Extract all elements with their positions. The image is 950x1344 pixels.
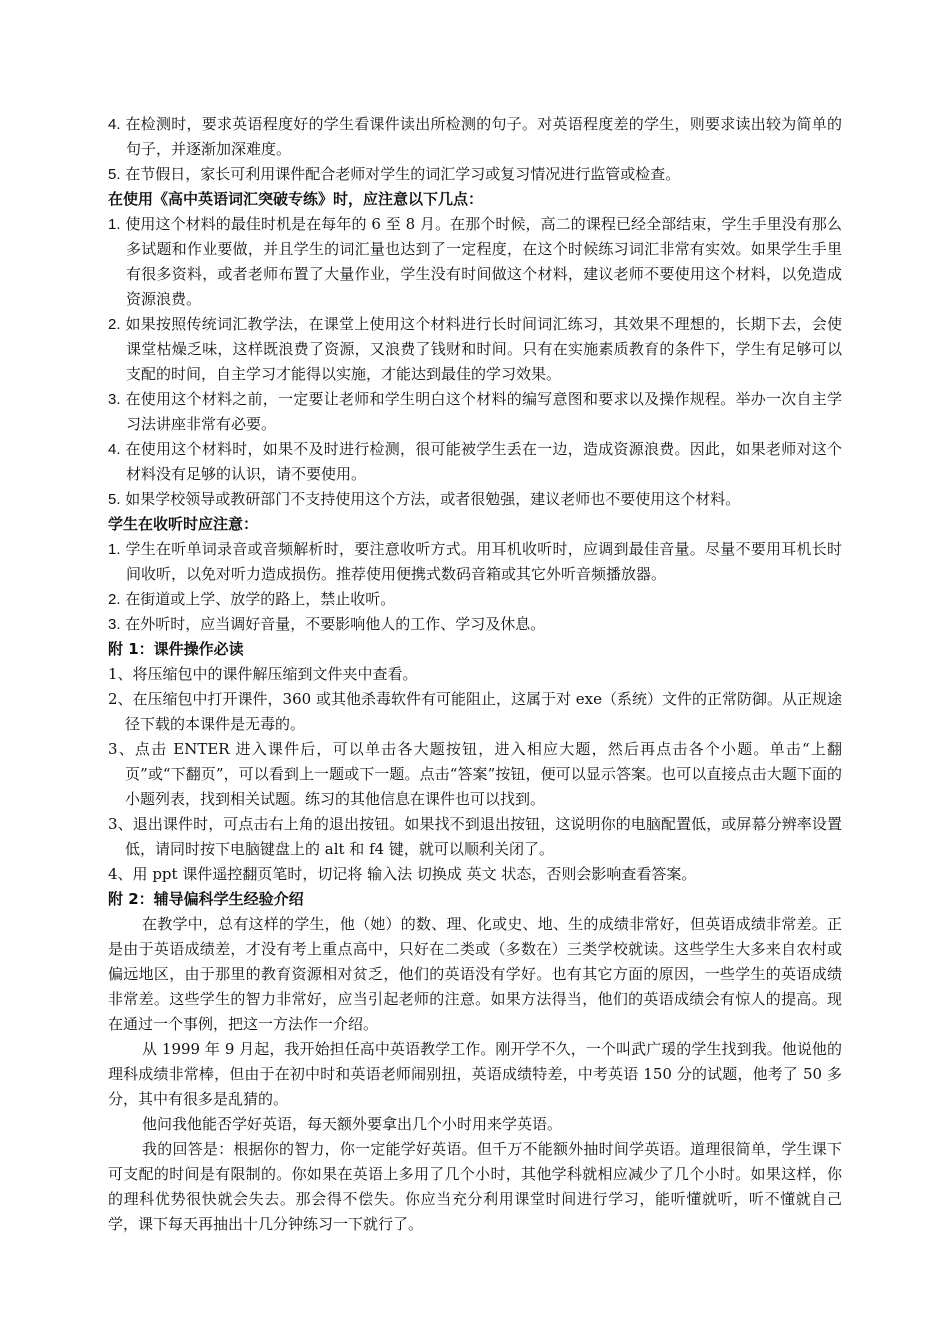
- list-number: 2.: [108, 591, 121, 608]
- list-number: 3.: [108, 391, 121, 408]
- list-text: 用 ppt 课件遥控翻页笔时，切记将 输入法 切换成 英文 状态，否则会影响查看答案。: [132, 865, 697, 883]
- list-number: 3.: [108, 616, 121, 633]
- appendix1-heading: 附 1：课件操作必读: [108, 640, 244, 658]
- body-paragraph: 在教学中，总有这样的学生，他（她）的数、理、化或史、地、生的成绩非常好，但英语成绩非常差。正是由于英语成绩差，才没有考上重点高中，只好在二类或（多数在）三类学校就读。这些学生大多来自农村或偏远地区，由于那里的教育资源相对贫乏，他们的英语没有学好。也有其它方面的原因，一些学生的英语成绩非常差。这些学生的智力非常好，应当引起老师的注意。如果方法得当，他们的英语成绩会有惊人的提高。现在通过一个事例，把这一方法作一介绍。: [108, 915, 842, 1033]
- section-heading-listening: 学生在收听时应注意：: [108, 515, 259, 533]
- list-item: [108, 862, 842, 887]
- list-number: 3、: [108, 740, 135, 758]
- list-text: 退出课件时，可点击右上角的退出按钮。如果找不到退出按钮，这说明你的电脑配置低，或屏幕分辨率设置低，请同时按下电脑键盘上的 alt 和 f4 键，就可以顺利关闭了。: [125, 815, 842, 858]
- list-item: [108, 687, 842, 737]
- list-text: 将压缩包中的课件解压缩到文件夹中查看。: [132, 665, 418, 683]
- list-text: 在节假日，家长可利用课件配合老师对学生的词汇学习或复习情况进行监管或检查。: [125, 165, 681, 183]
- list-item: [108, 112, 842, 162]
- body-paragraph: 我的回答是：根据你的智力，你一定能学好英语。但千万不能额外抽时间学英语。道理很简单，学生课下可支配的时间是有限制的。你如果在英语上多用了几个小时，其他学科就相应减少了几个小时。如果这样，你的理科优势很快就会失去。那会得不偿失。你应当充分利用课堂时间进行学习，能听懂就听，听不懂就自己学，课下每天再抽出十几分钟练习一下就行了。: [108, 1140, 842, 1233]
- list-item: [108, 612, 842, 637]
- list-item: [108, 662, 842, 687]
- list-number: 4.: [108, 441, 121, 458]
- list-text: 点击 ENTER 进入课件后，可以单击各大题按钮，进入相应大题，然后再点击各个小题。单击“上翻页”或“下翻页”，可以看到上一题或下一题。点击“答案”按钮，便可以显示答案。也可以直接点击大题下面的小题列表，找到相关试题。练习的其他信息在课件也可以找到。: [125, 740, 842, 808]
- list-text: 学生在听单词录音或音频解析时，要注意收听方式。用耳机收听时，应调到最佳音量。尽量不要用耳机长时间收听，以免对听力造成损伤。推荐使用便携式数码音箱或其它外听音频播放器。: [125, 540, 842, 583]
- list-text: 在街道或上学、放学的路上，禁止收听。: [125, 590, 396, 608]
- body-paragraph: 他问我他能否学好英语，每天额外要拿出几个小时用来学英语。: [142, 1115, 563, 1133]
- list-text: 在使用这个材料时，如果不及时进行检测，很可能被学生丢在一边，造成资源浪费。因此，如果老师对这个材料没有足够的认识，请不要使用。: [125, 440, 842, 483]
- list-number: 4、: [108, 865, 133, 883]
- appendix2-heading: 附 2：辅导偏科学生经验介绍: [108, 890, 304, 908]
- list-item: [108, 212, 842, 312]
- list-text: 在检测时，要求英语程度好的学生看课件读出所检测的句子。对英语程度差的学生，则要求读出较为简单的句子，并逐渐加深难度。: [125, 115, 842, 158]
- list-number: 3、: [108, 815, 133, 833]
- list-number: 1.: [108, 216, 121, 233]
- list-number: 1.: [108, 541, 121, 558]
- list-text: 在使用这个材料之前，一定要让老师和学生明白这个材料的编写意图和要求以及操作规程。举办一次自主学习法讲座非常有必要。: [125, 390, 842, 433]
- list-item: [108, 587, 842, 612]
- list-text: 在压缩包中打开课件，360 或其他杀毒软件有可能阻止，这属于对 exe（系统）文件的正常防御。从正规途径下载的本课件是无毒的。: [125, 690, 842, 733]
- list-item: [108, 737, 842, 812]
- list-item: [108, 812, 842, 862]
- list-number: 4.: [108, 116, 121, 133]
- list-text: 使用这个材料的最佳时机是在每年的 6 至 8 月。在那个时候，高二的课程已经全部结束，学生手里没有那么多试题和作业要做，并且学生的词汇量也达到了一定程度，在这个时候练习词汇非常有实效。如果学生手里有很多资料，或者老师布置了大量作业，学生没有时间做这个材料，建议老师不要使用这个材料，以免造成资源浪费。: [125, 215, 842, 308]
- list-item: [108, 537, 842, 587]
- list-item: [108, 487, 842, 512]
- list-number: 2.: [108, 316, 121, 333]
- list-item: [108, 312, 842, 387]
- list-text: 如果学校领导或教研部门不支持使用这个方法，或者很勉强，建议老师也不要使用这个材料。: [125, 490, 741, 508]
- list-text: 如果按照传统词汇教学法，在课堂上使用这个材料进行长时间词汇练习，其效果不理想的，长期下去，会使课堂枯燥乏味，这样既浪费了资源，又浪费了钱财和时间。只有在实施素质教育的条件下，学生有足够可以支配的时间，自主学习才能得以实施，才能达到最佳的学习效果。: [125, 315, 842, 383]
- list-number: 5.: [108, 166, 121, 183]
- list-item: [108, 387, 842, 437]
- section-heading-usage: 在使用《高中英语词汇突破专练》时，应注意以下几点：: [108, 190, 484, 208]
- list-number: 1、: [108, 665, 133, 683]
- list-item: [108, 437, 842, 487]
- list-number: 5.: [108, 491, 121, 508]
- list-text: 在外听时，应当调好音量，不要影响他人的工作、学习及休息。: [125, 615, 546, 633]
- list-number: 2、: [108, 690, 133, 708]
- list-item: [108, 162, 842, 187]
- body-paragraph: 从 1999 年 9 月起，我开始担任高中英语教学工作。刚开学不久，一个叫武广瑗的学生找到我。他说他的理科成绩非常棒，但由于在初中时和英语老师闹别扭，英语成绩特差，中考英语 150 分的试题，他考了 50 多分，其中有很多是乱猜的。: [108, 1040, 842, 1108]
